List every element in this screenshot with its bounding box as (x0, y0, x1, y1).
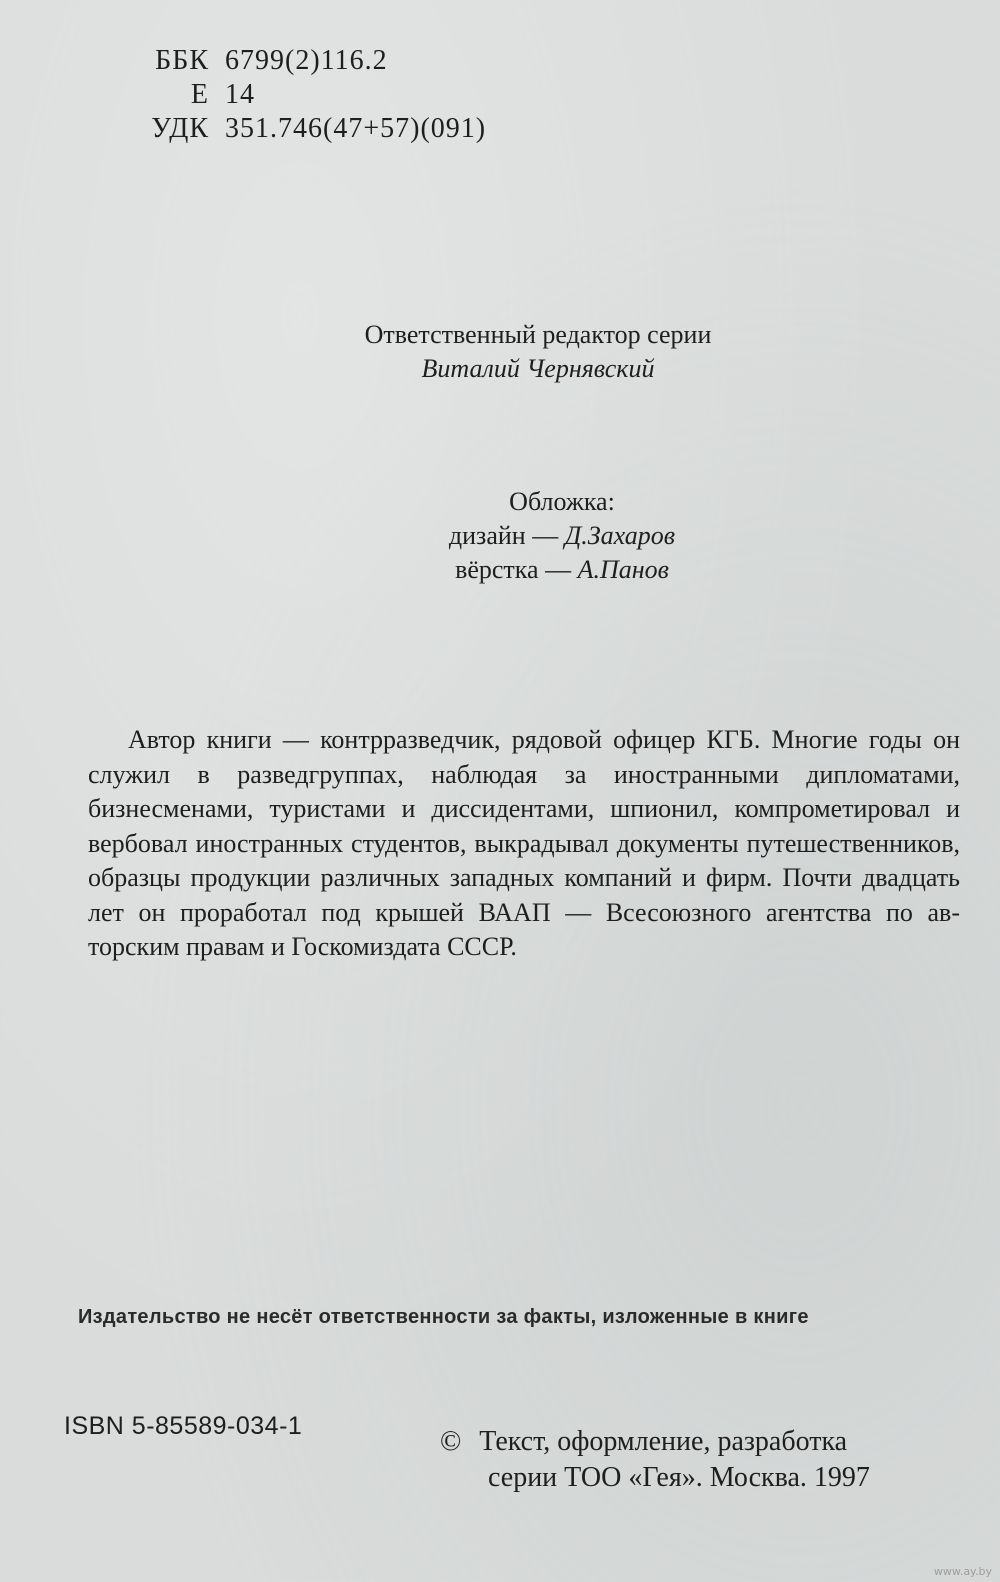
series-editor-block (38, 318, 1000, 386)
cover-heading: Обложка: (509, 487, 615, 516)
cover-design-label: дизайн — (448, 521, 565, 550)
classification-code: Е (190, 79, 209, 110)
copyright-icon: © (440, 1426, 462, 1457)
classification-value: 6799(2)116.2 (225, 45, 388, 76)
series-editor-role: Ответственный редактор серии (364, 320, 712, 349)
classification-row-udk (125, 112, 486, 146)
series-editor-name: Виталий Чернявский (421, 354, 655, 383)
publisher-disclaimer: Издательство не несёт ответственности за факты, изложенные в книге (78, 1306, 809, 1328)
book-annotation: Автор книги — контрразведчик, рядовой офицер КГБ. Многие годы он служил в разведгруппах, наблюдая за иностранными дипломатами, бизнесменами, туристами и диссидентами, шпионил, компрометировал и вербовал иностранных студентов, выкрадывал документы путешественников, образцы продукции различных западных компаний и фирм. Почти двадцать лет он проработал под крышей ВААП — Всесоюзного агентства по авторским правам и Госкомиздата СССР. (88, 725, 960, 961)
classification-row-bbk (125, 44, 486, 78)
classification-value: 14 (225, 79, 255, 110)
classification-value: 351.746(47+57)(091) (225, 113, 487, 144)
classification-row-author-mark (125, 78, 486, 112)
cover-credits-block (62, 485, 1000, 587)
cover-layout-line (62, 553, 1000, 587)
copyright-line-1 (440, 1424, 870, 1460)
cover-design-line (62, 519, 1000, 553)
copyright-text-1: Текст, оформление, разработка (479, 1426, 848, 1457)
cover-layout-label: вёрстка — (455, 555, 578, 584)
isbn: ISBN 5-85589-034-1 (64, 1412, 303, 1440)
watermark: www.ay.by (933, 1565, 992, 1578)
classification-code: УДК (151, 113, 209, 144)
copyright-notice (440, 1424, 870, 1496)
cover-design-name: Д.Захаров (564, 521, 676, 550)
cover-layout-name: А.Панов (577, 555, 669, 584)
copyright-line-2: серии ТОО «Гея». Москва. 1997 (488, 1462, 870, 1493)
classification-code: ББК (155, 45, 209, 76)
classification-block (125, 44, 486, 146)
